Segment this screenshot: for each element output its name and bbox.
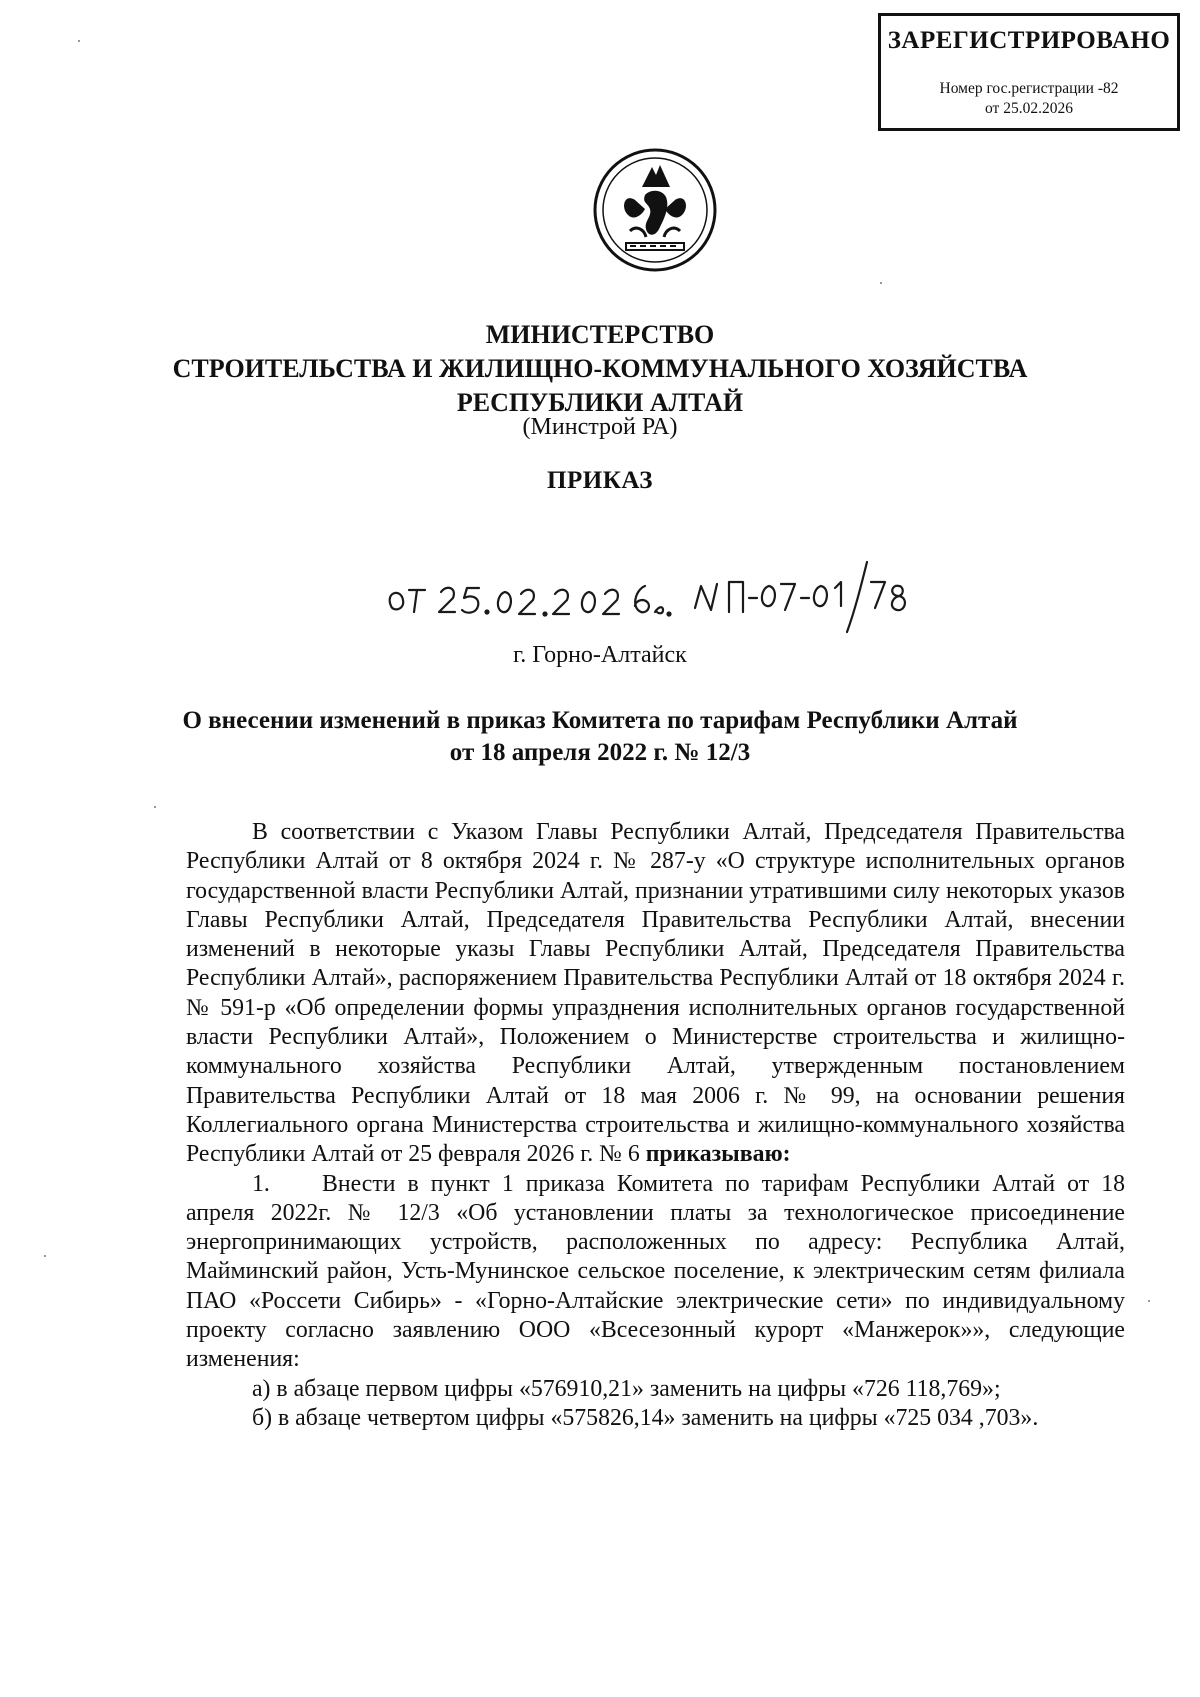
subject-line-2: от 18 апреля 2022 г. № 12/3 xyxy=(449,739,751,766)
ministry-abbreviation: (Минстрой РА) xyxy=(522,414,678,440)
order-word: приказываю xyxy=(645,1141,783,1168)
ministry-line-1: МИНИСТЕРСТВО xyxy=(485,320,715,349)
ministry-header xyxy=(0,318,1200,420)
item-1-text: Внести в пункт 1 приказа Комитета по тарифам Республики Алтай от 18 апреля 2022г. № 12/3 «Об установлении платы за технологическое присоединение энергопринимающих устройств, расположенных по адресу: Республика Алтай, Майминский район, Усть-Мунинское сельское поселение, к электрическим сетям филиала ПАО «Россети Сибирь» - «Горно-Алтайские электрические сети» по индивидуальному проекту согласно заявлению ООО «Всесезонный курорт «Манжерок»», следующие изменения: xyxy=(186,1170,1125,1373)
stamp-title: ЗАРЕГИСТРИРОВАНО xyxy=(887,27,1171,54)
stamp-reg-number: Номер гос.регистрации -82 xyxy=(939,80,1119,97)
item-1-number: 1. xyxy=(252,1170,270,1197)
ministry-line-2: СТРОИТЕЛЬСТВА И ЖИЛИЩНО-КОММУНАЛЬНОГО ХОЗЯЙСТВА xyxy=(172,354,1028,383)
order-colon: : xyxy=(782,1141,791,1168)
registration-stamp xyxy=(878,13,1180,131)
document-subject xyxy=(0,705,1200,769)
scan-speck xyxy=(154,806,156,808)
document-body xyxy=(186,818,1125,1433)
scan-speck xyxy=(1148,1300,1150,1302)
item-1 xyxy=(186,1170,1125,1375)
sub-item-a: а) в абзаце первом цифры «576910,21» заменить на цифры «726 118,769»; xyxy=(252,1375,1001,1402)
document-type: ПРИКАЗ xyxy=(547,467,653,494)
stamp-reg-date: от 25.02.2026 xyxy=(985,100,1073,117)
scan-speck xyxy=(880,282,882,284)
handwritten-date-number xyxy=(383,548,923,638)
scan-speck xyxy=(44,1255,46,1257)
coat-of-arms-icon xyxy=(590,145,720,275)
sub-item-b: б) в абзаце четвертом цифры «575826,14» заменить на цифры «725 034 ,703». xyxy=(252,1404,1039,1431)
scan-speck xyxy=(78,40,80,42)
preamble-text: В соответствии с Указом Главы Республики Алтай, Председателя Правительства Республики Алтай от 8 октября 2024 г. № 287-у «О структуре исполнительных органов государственной власти Республики Алтай, признании утратившими силу некоторых указов Главы Республики Алтай, Председателя Правительства Республики Алтай, внесении изменений в некоторые указы Главы Республики Алтай, Председателя Правительства Республики Алтай», распоряжением Правительства Республики Алтай от 18 октября 2024 г. № 591-р «Об определении формы упразднения исполнительных органов государственной власти Республики Алтай», Положением о Министерстве строительства и жилищно-коммунального хозяйства Республики Алтай, утвержденным постановлением Правительства Республики Алтай от 18 мая 2006 г. № 99, на основании решения Коллегиального органа Министерства строительства и жилищно-коммунального хозяйства Республики Алтай от 25 февраля 2026 г. № 6 xyxy=(186,819,1125,1168)
subject-line-1: О внесении изменений в приказ Комитета по тарифам Республики Алтай xyxy=(182,707,1018,734)
city: г. Горно-Алтайск xyxy=(513,642,687,668)
ministry-line-3: РЕСПУБЛИКИ АЛТАЙ xyxy=(456,388,744,417)
preamble-paragraph xyxy=(186,818,1125,1170)
